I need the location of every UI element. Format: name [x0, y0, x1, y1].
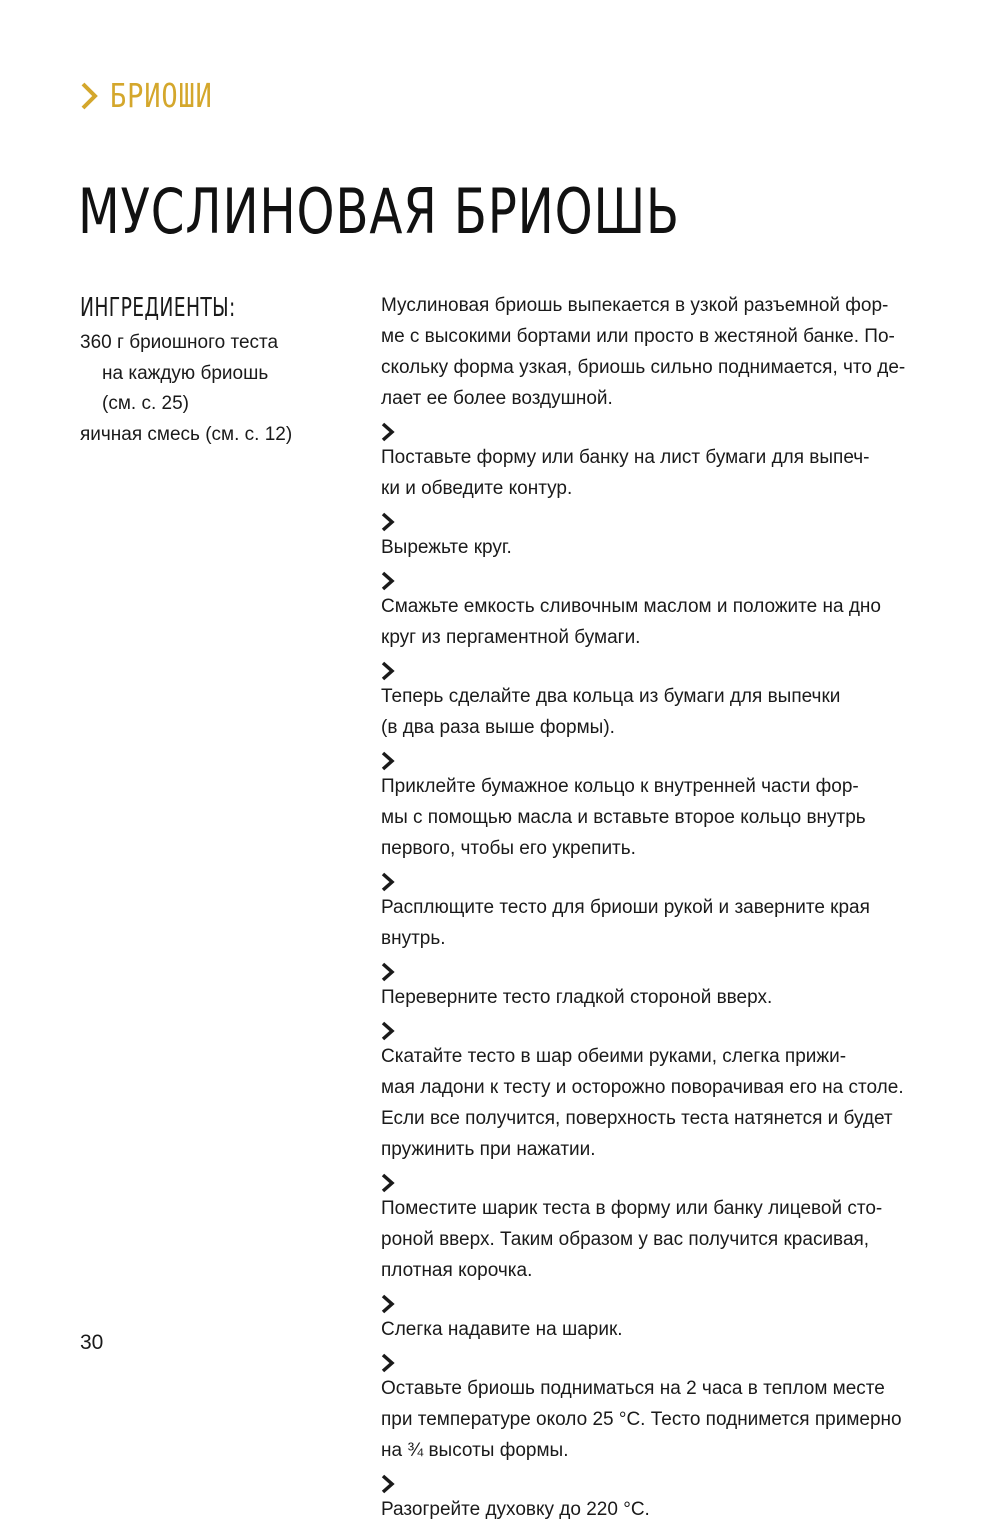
step-first-line	[381, 1353, 951, 1404]
step-text: пружинить при нажатии.	[381, 1139, 596, 1160]
step-text: внутрь.	[381, 928, 446, 949]
section-header	[80, 74, 235, 118]
chevron-right-icon	[381, 1353, 395, 1373]
step-text: Вырежьте круг.	[381, 537, 512, 558]
step-first-line	[381, 1173, 951, 1224]
step-first-line	[381, 1474, 951, 1525]
ingredient-line: на каждую бриошь	[102, 362, 269, 384]
step-first-line	[381, 422, 951, 473]
step-text: Переверните тесто гладкой стороной вверх.	[381, 987, 773, 1008]
steps-list	[381, 422, 951, 1525]
step-text: (в два раза выше формы).	[381, 717, 615, 738]
step-item	[381, 512, 951, 563]
step-text: Поставьте форму или банку на лист бумаги для выпеч-	[381, 447, 870, 468]
ingredients-heading: ИНГРЕДИЕНТЫ:	[80, 293, 236, 323]
intro-line: Муслиновая бриошь выпекается в узкой разъемной фор-	[381, 295, 889, 316]
chevron-right-icon	[381, 1021, 395, 1041]
step-item	[381, 962, 951, 1013]
step-text: Скатайте тесто в шар обеими руками, слегка прижи-	[381, 1046, 847, 1067]
step-first-line	[381, 1021, 951, 1072]
step-text: роной вверх. Таким образом у вас получится красивая,	[381, 1229, 870, 1250]
step-item	[381, 751, 951, 864]
step-text: Если все получится, поверхность теста натянется и будет	[381, 1108, 893, 1129]
step-item	[381, 1474, 951, 1525]
step-first-line	[381, 872, 951, 923]
chevron-right-icon	[381, 422, 395, 442]
step-text: Расплющите тесто для бриоши рукой и заверните края	[381, 897, 870, 918]
step-first-line	[381, 571, 951, 622]
step-text: мы с помощью масла и вставьте второе кольцо внутрь	[381, 807, 866, 828]
chevron-right-icon	[381, 1474, 395, 1494]
step-first-line	[381, 751, 951, 802]
chevron-right-icon	[80, 81, 100, 111]
chevron-right-icon	[381, 1173, 395, 1193]
ingredient-line: (см. с. 25)	[102, 393, 189, 414]
step-text: Смажьте емкость сливочным маслом и положите на дно	[381, 596, 881, 617]
step-first-line	[381, 962, 951, 1013]
step-item	[381, 661, 951, 743]
page-number: 30	[80, 1331, 104, 1354]
intro-line: лает ее более воздушной.	[381, 388, 613, 409]
ingredient-line: яичная смесь (см. с. 12)	[80, 423, 293, 445]
step-text: Поместите шарик теста в форму или банку лицевой сто-	[381, 1198, 883, 1219]
step-text: круг из пергаментной бумаги.	[381, 627, 641, 648]
chevron-right-icon	[381, 1294, 395, 1314]
intro-line: скольку форма узкая, бриошь сильно поднимается, что де-	[381, 357, 906, 378]
step-text: при температуре около 25 °С. Тесто поднимется примерно	[381, 1409, 902, 1430]
step-first-line	[381, 1294, 951, 1345]
step-text: первого, чтобы его укрепить.	[381, 838, 636, 859]
step-text: Разогрейте духовку до 220 °С.	[381, 1499, 650, 1520]
step-text: Приклейте бумажное кольцо к внутренней части фор-	[381, 776, 859, 797]
section-title: БРИОШИ	[110, 76, 213, 115]
step-text: мая ладони к тесту и осторожно поворачивая его на столе.	[381, 1077, 904, 1098]
step-first-line	[381, 661, 951, 712]
step-text: ки и обведите контур.	[381, 478, 573, 499]
step-item	[381, 872, 951, 954]
chevron-right-icon	[381, 962, 395, 982]
chevron-right-icon	[381, 661, 395, 681]
ingredients-block	[80, 290, 340, 450]
chevron-right-icon	[381, 751, 395, 771]
chevron-right-icon	[381, 872, 395, 892]
instructions	[381, 290, 951, 1533]
step-text: Теперь сделайте два кольца из бумаги для выпечки	[381, 686, 841, 707]
step-item	[381, 422, 951, 504]
page-title: МУСЛИНОВАЯ БРИОШЬ	[78, 175, 680, 248]
intro-line: ме с высокими бортами или просто в жестяной банке. По-	[381, 326, 895, 347]
step-text: Слегка надавите на шарик.	[381, 1319, 623, 1340]
chevron-right-icon	[381, 571, 395, 591]
chevron-right-icon	[381, 512, 395, 532]
step-item	[381, 1353, 951, 1466]
step-item	[381, 1173, 951, 1286]
step-text: на ¾ высоты формы.	[381, 1440, 569, 1461]
step-item	[381, 1294, 951, 1345]
intro-paragraph	[381, 290, 951, 414]
step-item	[381, 571, 951, 653]
step-first-line	[381, 512, 951, 563]
step-text: Оставьте бриошь подниматься на 2 часа в теплом месте	[381, 1378, 885, 1399]
ingredient-line: 360 г бриошного теста	[80, 332, 279, 353]
step-item	[381, 1021, 951, 1165]
step-text: плотная корочка.	[381, 1260, 533, 1281]
